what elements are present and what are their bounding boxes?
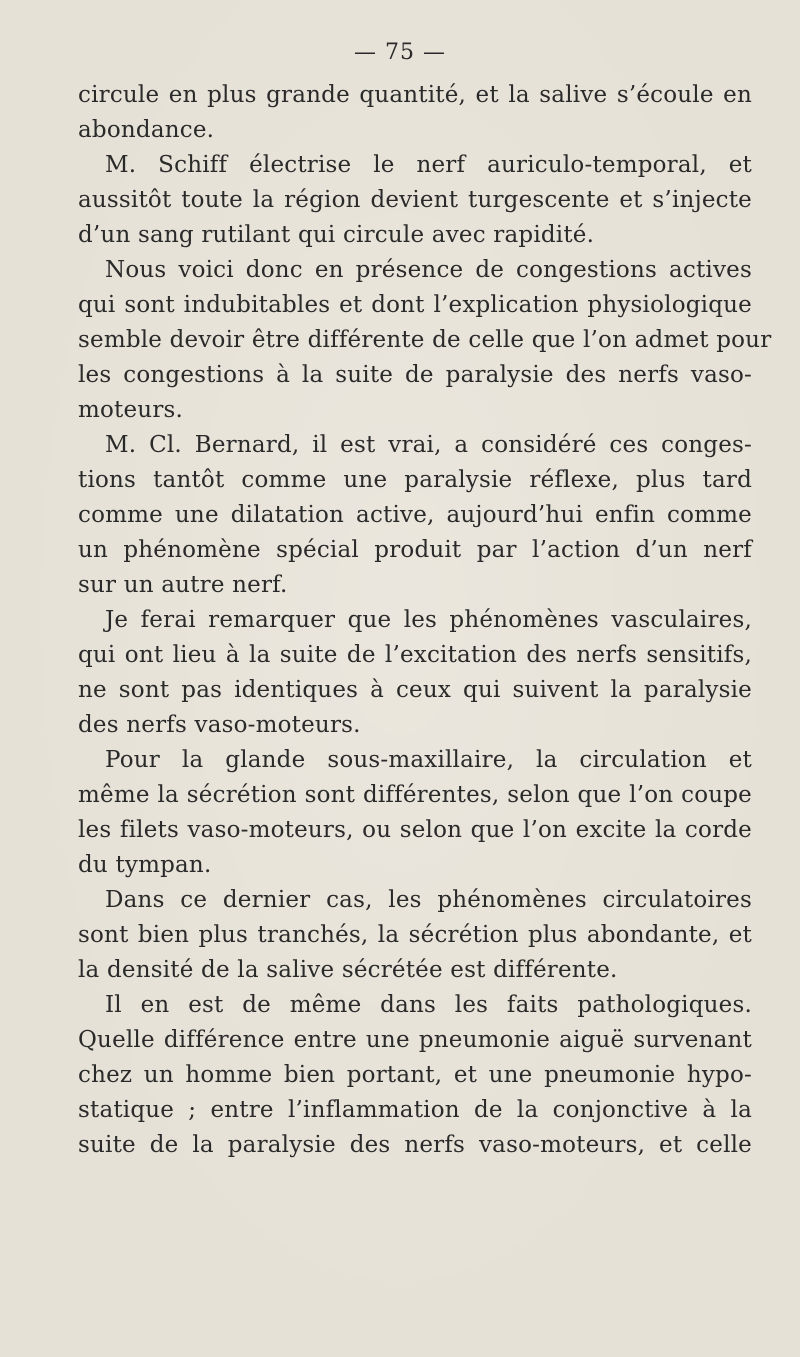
- text-line: comme une dilatation active, aujourd’hui enfin comme: [78, 502, 752, 528]
- text-line: sur un autre nerf.: [78, 572, 288, 598]
- text-line: des nerfs vaso-moteurs.: [78, 712, 361, 738]
- text-line: abondance.: [78, 117, 215, 143]
- paragraph-start-line: M. Cl. Bernard, il est vrai, a considéré ces conges-: [105, 432, 752, 458]
- text-line: circule en plus grande quantité, et la salive s’écoule en: [78, 82, 752, 108]
- text-line: du tympan.: [78, 852, 212, 878]
- text-line: sont bien plus tranchés, la sécrétion plus abondante, et: [78, 922, 752, 948]
- text-line: suite de la paralysie des nerfs vaso-moteurs, et celle: [78, 1132, 752, 1158]
- text-line: ne sont pas identiques à ceux qui suivent la paralysie: [78, 677, 752, 703]
- text-line: la densité de la salive sécrétée est différente.: [78, 957, 618, 983]
- text-line: moteurs.: [78, 397, 184, 423]
- text-line: qui ont lieu à la suite de l’excitation des nerfs sensitifs,: [78, 642, 752, 668]
- text-line: Quelle différence entre une pneumonie aiguë survenant: [78, 1027, 752, 1053]
- page-number: — 75 —: [354, 40, 446, 65]
- paragraph-start-line: Il en est de même dans les faits pathologiques.: [105, 992, 752, 1018]
- text-line: semble devoir être différente de celle que l’on admet pour: [78, 327, 772, 353]
- text-line: tions tantôt comme une paralysie réflexe, plus tard: [78, 467, 752, 493]
- text-line: statique ; entre l’inflammation de la conjonctive à la: [78, 1097, 752, 1123]
- paragraph-start-line: Pour la glande sous-maxillaire, la circulation et: [105, 747, 752, 773]
- text-line: un phénomène spécial produit par l’action d’un nerf: [78, 537, 752, 563]
- text-line: les congestions à la suite de paralysie des nerfs vaso-: [78, 362, 752, 388]
- text-line: même la sécrétion sont différentes, selon que l’on coupe: [78, 782, 752, 808]
- text-line: qui sont indubitables et dont l’explication physiologique: [78, 292, 752, 318]
- body-text: [78, 78, 772, 1163]
- text-line: les filets vaso-moteurs, ou selon que l’on excite la corde: [78, 817, 752, 843]
- paragraph-start-line: Je ferai remarquer que les phénomènes vasculaires,: [105, 607, 752, 633]
- paragraph-start-line: Nous voici donc en présence de congestions actives: [105, 257, 752, 283]
- paragraph-start-line: M. Schiff électrise le nerf auriculo-temporal, et: [105, 152, 752, 178]
- text-line: d’un sang rutilant qui circule avec rapidité.: [78, 222, 595, 248]
- text-line: chez un homme bien portant, et une pneumonie hypo-: [78, 1062, 752, 1088]
- paragraph-start-line: Dans ce dernier cas, les phénomènes circulatoires: [105, 887, 752, 913]
- text-line: aussitôt toute la région devient turgescente et s’injecte: [78, 187, 752, 213]
